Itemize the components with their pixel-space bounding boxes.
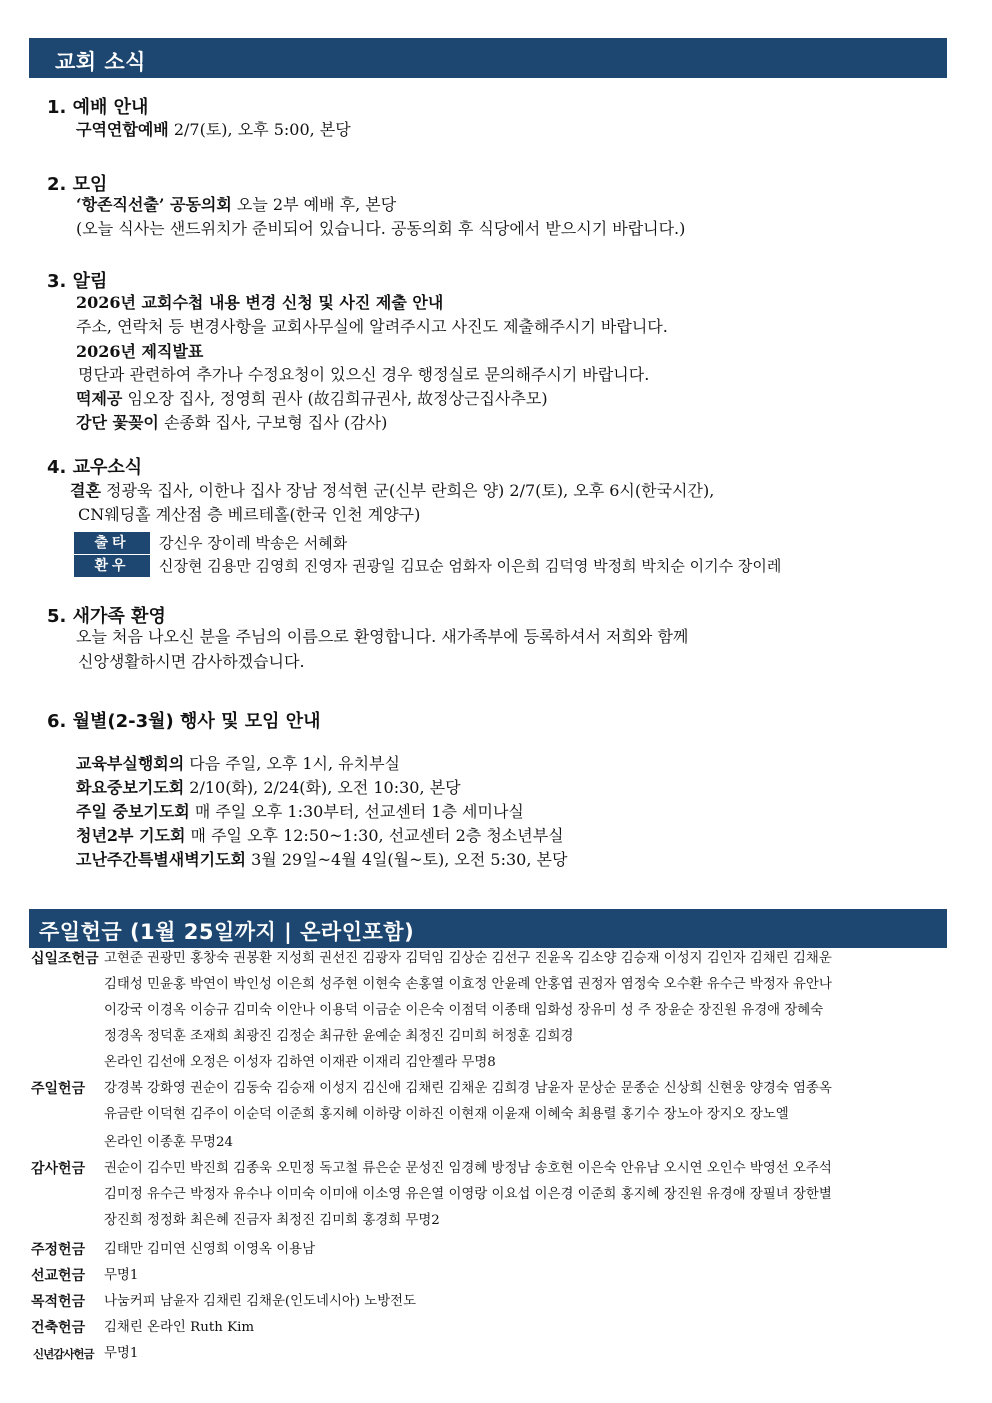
section-title-monthly-events: 6. 월별(2-3월) 행사 및 모임 안내 <box>47 711 321 732</box>
offering-names: 무명1 <box>104 1346 139 1361</box>
offering-names: 권순이 김수민 박진희 김종욱 오민정 독고철 류은순 문성진 임경혜 방정남 송호현 이은숙 안유남 오시연 오인수 박영선 오주석 <box>104 1161 832 1176</box>
offering-names: 유금란 이덕현 김주이 이순덕 이준희 홍지혜 이하랑 이하진 이현재 이윤재 이혜숙 최용렬 홍기수 장노아 장지오 장노엘 <box>104 1107 789 1122</box>
notice-line-3 <box>76 342 203 362</box>
event-line-2 <box>76 778 461 798</box>
meeting-line-1-text: 오늘 2부 예배 후, 본당 <box>231 195 397 214</box>
notice-line-6-bold: 강단 꽃꽂이 <box>76 413 159 432</box>
offering-names: 장진희 정정화 최은혜 진금자 최정진 김미희 홍경희 무명2 <box>104 1213 440 1228</box>
event-line-4-bold: 청년2부 기도회 <box>76 826 186 845</box>
section-title-notice: 3. 알림 <box>47 271 108 292</box>
notice-line-1-bold: 2026년 교회수첩 내용 변경 신청 및 사진 제출 안내 <box>76 293 444 312</box>
event-line-3-bold: 주일 중보기도회 <box>76 802 190 821</box>
meeting-line-2: (오늘 식사는 샌드위치가 준비되어 있습니다. 공동의회 후 식당에서 받으시기 바랍니다.) <box>76 219 686 238</box>
notice-line-4: 명단과 관련하여 추가나 수정요청이 있으신 경우 행정실로 문의해주시기 바랍니다. <box>78 365 650 384</box>
offering-names: 나눔커피 남윤자 김채린 김채운(인도네시아) 노방전도 <box>104 1294 417 1309</box>
offering-names: 강경복 강화영 권순이 김동숙 김승재 이성지 김신애 김채린 김채운 김희경 남윤자 문상순 문종순 신상희 신현웅 양경숙 염종옥 <box>104 1081 832 1096</box>
worship-line-bold: 구역연합예배 <box>76 120 169 139</box>
offering-names: 김태만 김미연 신영희 이영옥 이용남 <box>104 1242 316 1257</box>
event-line-1-text: 다음 주일, 오후 1시, 유치부실 <box>184 754 401 773</box>
member-news-line-1-text: 정광욱 집사, 이한나 집사 장남 정석현 군(신부 란희은 양) 2/7(토), 오후 6시(한국시간), <box>100 481 715 500</box>
new-family-line-2: 신앙생활하시면 감사하겠습니다. <box>78 652 305 671</box>
new-family-line-1: 오늘 처음 나오신 분을 주님의 이름으로 환영합니다. 새가족부에 등록하셔서 저희와 함께 <box>76 627 689 646</box>
offering-label-mission: 선교헌금 <box>31 1268 86 1284</box>
event-line-4 <box>76 826 564 846</box>
event-line-5 <box>76 850 567 870</box>
notice-line-5 <box>76 389 548 409</box>
event-line-3 <box>76 802 524 822</box>
travel-names: 강신우 장이레 박송은 서혜화 <box>159 534 348 552</box>
offering-names: 온라인 김선애 오정은 이성자 김하연 이재관 이재리 김안젤라 무명8 <box>104 1055 496 1070</box>
offering-label-building: 건축헌금 <box>31 1320 86 1336</box>
offering-label-purpose: 목적헌금 <box>31 1294 86 1310</box>
event-line-5-bold: 고난주간특별새벽기도회 <box>76 850 247 869</box>
offering-names: 김채린 온라인 Ruth Kim <box>104 1320 255 1335</box>
offering-names: 고현준 권광민 홍창숙 권봉환 지성희 권선진 김광자 김덕임 김상순 김선구 진윤옥 김소양 김승재 이성지 김인자 김채린 김채운 <box>104 951 832 966</box>
notice-line-6-text: 손종화 집사, 구보형 집사 (감사) <box>158 413 388 432</box>
offering-names: 김미정 유수근 박정자 유수나 이미숙 이미애 이소영 유은열 이영랑 이요섭 이은경 이준희 홍지혜 장진원 유경애 장필녀 장한별 <box>104 1187 832 1202</box>
event-line-4-text: 매 주일 오후 12:50~1:30, 선교센터 2층 청소년부실 <box>185 826 564 845</box>
event-line-2-text: 2/10(화), 2/24(화), 오전 10:30, 본당 <box>184 778 461 797</box>
member-news-line-1 <box>70 481 714 501</box>
section-title-worship: 1. 예배 안내 <box>47 97 149 118</box>
notice-line-5-text: 임오장 집사, 정영희 권사 (故김희규권사, 故정상근집사추모) <box>122 389 548 408</box>
section-title-meeting: 2. 모임 <box>47 174 108 195</box>
banner-title: 교회 소식 <box>55 50 146 74</box>
offering-label-weekly: 주정헌금 <box>31 1242 86 1258</box>
event-line-2-bold: 화요중보기도회 <box>76 778 185 797</box>
worship-line <box>76 120 351 140</box>
event-line-3-text: 매 주일 오후 1:30부터, 선교센터 1층 세미나실 <box>189 802 524 821</box>
offering-names: 정경옥 정덕훈 조재희 최광진 김정순 최규한 윤예순 최정진 김미희 허정훈 김희경 <box>104 1029 574 1044</box>
event-line-1-bold: 교육부실행회의 <box>76 754 185 773</box>
event-line-5-text: 3월 29일~4월 4일(월~토), 오전 5:30, 본당 <box>246 850 568 869</box>
patient-names: 신장현 김용만 김영희 진영자 권광일 김묘순 엄화자 이은희 김덕영 박정희 박치순 이기수 장이레 <box>159 557 782 575</box>
notice-line-5-bold: 떡제공 <box>76 389 123 408</box>
member-news-line-2: CN웨딩홀 계산점 층 베르테홀(한국 인천 계양구) <box>78 505 421 524</box>
banner-title: 주일헌금 (1월 25일까지 | 온라인포함) <box>39 920 415 944</box>
meeting-line-1 <box>76 195 396 215</box>
offering-names: 이강국 이경옥 이승규 김미숙 이안나 이용덕 이금순 이은숙 이점덕 이종태 임화성 장유미 성 주 장윤순 장진원 유경애 장혜숙 <box>104 1003 824 1018</box>
offering-names: 무명1 <box>104 1268 139 1283</box>
meeting-line-1-bold: ‘항존직선출’ 공동의회 <box>76 195 232 214</box>
section-banner-offerings <box>29 909 947 948</box>
offering-names: 김태성 민윤홍 박연이 박인성 이은희 성주현 이현숙 손홍열 이효정 안윤례 안홍엽 권정자 염정숙 오수환 유수근 박정자 유안나 <box>104 977 832 992</box>
notice-line-6 <box>76 413 387 433</box>
offering-label-new-year: 신년감사헌금 <box>33 1347 94 1361</box>
event-line-1 <box>76 754 400 774</box>
notice-line-1 <box>76 293 443 313</box>
offering-names: 온라인 이종훈 무명24 <box>104 1135 234 1150</box>
patient-badge: 환우 <box>74 555 150 577</box>
offering-label-tithe: 십일조헌금 <box>31 951 99 967</box>
offering-label-thanks: 감사헌금 <box>31 1161 86 1177</box>
section-title-new-family: 5. 새가족 환영 <box>47 606 166 627</box>
offering-label-sunday: 주일헌금 <box>31 1081 86 1097</box>
travel-badge: 출타 <box>74 532 150 554</box>
worship-line-text: 2/7(토), 오후 5:00, 본당 <box>168 120 351 139</box>
section-banner-church-news <box>29 38 947 78</box>
member-news-line-1-bold: 결혼 <box>70 481 101 500</box>
notice-line-2: 주소, 연락처 등 변경사항을 교회사무실에 알려주시고 사진도 제출해주시기 바랍니다. <box>76 317 668 336</box>
section-title-member-news: 4. 교우소식 <box>47 457 143 478</box>
notice-line-3-bold: 2026년 제직발표 <box>76 342 204 361</box>
